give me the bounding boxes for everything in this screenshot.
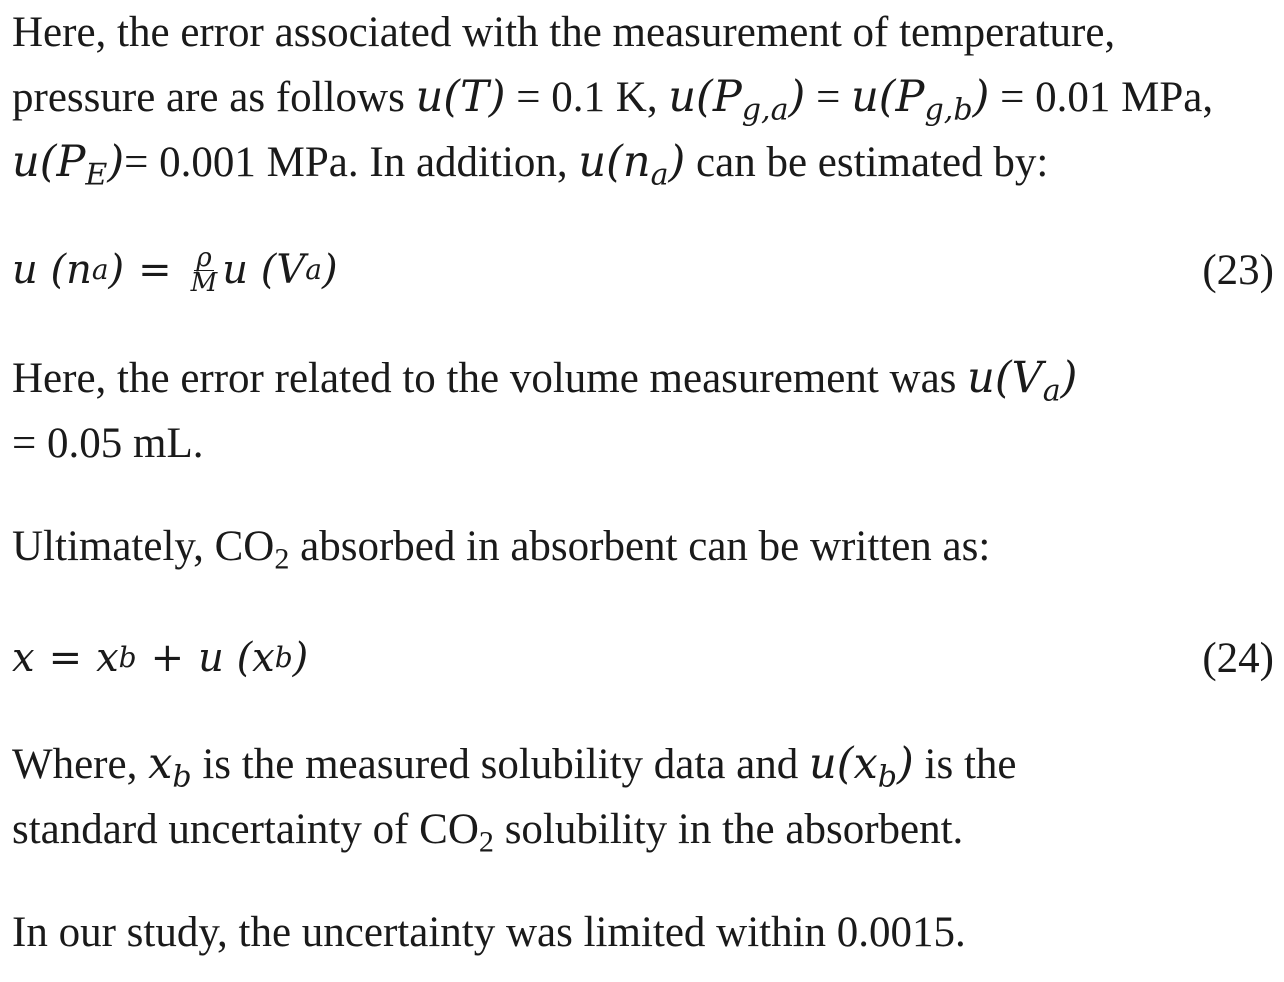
paragraph-uncertainty-limit <box>12 900 1274 965</box>
co2-subscript: 2 <box>274 541 290 576</box>
math-uT: u(T) <box>415 72 506 122</box>
p4-text: is the measured solubility data and <box>191 741 809 788</box>
p5-text: In our study, the uncertainty was limited within 0.0015. <box>12 909 966 956</box>
p3-text: absorbed in absorbent can be written as: <box>289 523 991 570</box>
p1-text: = <box>805 74 852 121</box>
p4-text: is the <box>913 741 1017 788</box>
equation-24 <box>12 620 1274 696</box>
p4-text: Where, <box>12 741 149 788</box>
p1-line1: Here, the error associated with the measurement of temperature, <box>12 9 1116 56</box>
math-uVa: $u(V_a)$ <box>967 353 1078 409</box>
math-uPE: $u(P_E)$ <box>12 137 125 193</box>
math-uPgb: $u(P_{g,b})$ <box>851 72 990 128</box>
p4-line2 <box>12 797 1274 862</box>
fraction-rho-over-M: $\frac{\rho}{M}$ <box>190 242 218 298</box>
equation-24-body: x = x b + u (x b ) <box>12 635 309 681</box>
paragraph-where-xb <box>12 732 1274 862</box>
p1-line2 <box>12 65 1274 130</box>
equation-23 <box>12 232 1274 308</box>
equation-23-body: u (n a ) = $\frac{\rho}{M}$ u (V a ) <box>12 242 338 298</box>
equation-number-24: (24) <box>1202 634 1274 682</box>
p4-text: standard uncertainty of CO <box>12 806 479 853</box>
p3-text: Ultimately, CO <box>12 523 275 570</box>
p1-line3 <box>12 130 1274 195</box>
math-uxb: $u(x_b)$ <box>809 739 914 795</box>
p2-line1 <box>12 346 1274 411</box>
p4-line1 <box>12 732 1274 797</box>
math-xb: $x_b$ <box>148 739 192 795</box>
p1-text: = 0.1 K, <box>505 74 669 121</box>
p1-text: = 0.001 MPa. In addition, <box>124 139 579 186</box>
p1-text: pressure are as follows <box>12 74 416 121</box>
equation-number-23: (23) <box>1202 246 1274 294</box>
paragraph-co2-absorbed <box>12 514 1274 579</box>
p2-text: Here, the error related to the volume measurement was <box>12 355 968 402</box>
paragraph-volume-error <box>12 346 1274 476</box>
p2-line2: = 0.05 mL. <box>12 420 204 467</box>
math-uPga: $u(P_{g,a})$ <box>668 72 806 128</box>
p1-text: = 0.01 MPa, <box>989 74 1214 121</box>
p4-text: solubility in the absorbent. <box>493 806 964 853</box>
paragraph-uncertainty-temperature-pressure <box>12 0 1274 195</box>
math-una: $u(n_a)$ <box>578 137 686 193</box>
co2-subscript: 2 <box>478 824 494 859</box>
p1-text: can be estimated by: <box>685 139 1049 186</box>
